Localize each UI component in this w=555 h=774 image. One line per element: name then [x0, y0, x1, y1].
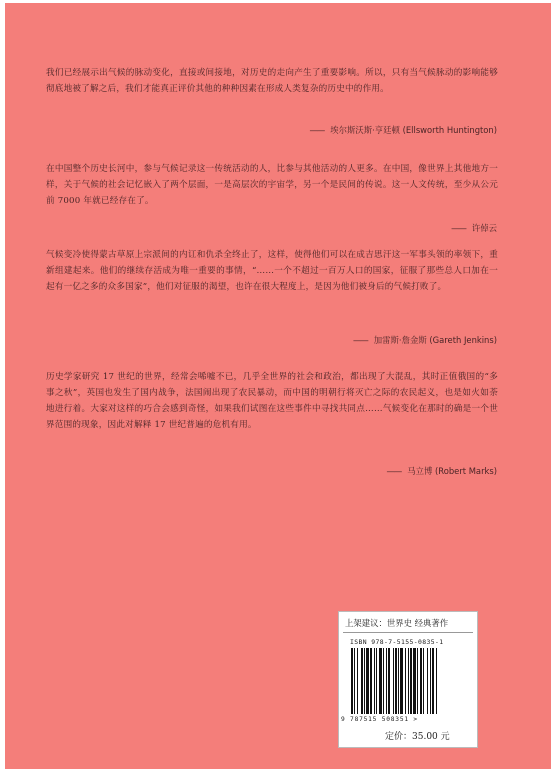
author-english-name: (Gareth Jenkins)	[429, 335, 497, 345]
author-name: 加雷斯·詹金斯	[373, 335, 427, 345]
quote-xu: 在中国整个历史长河中，参与气候记录这一传统活动的人，比参与其他活动的人更多。在中国，像世界上其他地方一样，关于气候的社会记忆嵌入了两个层面，一是高层次的宇宙学，另一个是民间的传说。这一人文传统，至少从公元前 7000 年就已经存在了。	[46, 164, 498, 206]
back-cover	[5, 3, 551, 769]
quote-jenkins: 气候变冷使得蒙古草原上宗派间的内讧和仇杀全终止了，这样，使得他们可以在成吉思汗这一军事头领的率领下，重新组建起来。他们的继续存活成为唯一重要的事情，“……一个不超过一百万人口的国家，征服了那些总人口加在一起有一亿之多的众多国家”，他们对征服的渴望，也许在很大程度上，是因为他们被身后的气候打败了。	[46, 250, 498, 292]
barcode-icon	[349, 648, 469, 716]
author-name: 马立博	[407, 466, 433, 476]
isbn-text: ISBN 978-7-5155-0835-1	[350, 638, 444, 646]
attribution-huntington: —— 埃尔斯沃斯·亨廷顿 (Ellsworth Huntington)	[309, 125, 497, 135]
barcode-digits: 9 787515 508351 >	[341, 716, 418, 723]
quote-huntington: 我们已经展示出气候的脉动变化，直接或间接地，对历史的走向产生了重要影响。所以，只有当气候脉动的影响能够彻底地被了解之后，我们才能真正评价其他的种种因素在形成人类复杂的历史中的作用。	[46, 68, 498, 94]
author-name: 许倬云	[471, 223, 497, 233]
author-english-name: (Robert Marks)	[435, 466, 497, 476]
author-name: 埃尔斯沃斯·亨廷顿	[330, 125, 400, 135]
label-divider	[343, 632, 473, 633]
shelving-category: 上架建议：世界史 经典著作	[345, 618, 449, 628]
author-english-name: (Ellsworth Huntington)	[402, 125, 497, 135]
quote-marks: 历史学家研究 17 世纪的世界，经常会唏嘘不已，几乎全世界的社会和政治，都出现了大混乱，其时正值俄国的“多事之秋”，英国也发生了国内战争，法国闹出现了农民暴动，而中国的明朝行将灭亡之际的农民起义，也是如火如荼地进行着。大家对这样的巧合会感到奇怪，如果我们试图在这些事件中寻找共同点……气候变化在那时的确是一个世界范围的现象，因此对解释 17 世纪普遍的危机有用。	[46, 372, 498, 430]
price-barcode-label	[338, 611, 478, 748]
attribution-xu: —— 许倬云	[451, 223, 497, 233]
attribution-marks: —— 马立博 (Robert Marks)	[386, 466, 497, 476]
attribution-jenkins: —— 加雷斯·詹金斯 (Gareth Jenkins)	[353, 335, 497, 345]
price: 定价：35.00 元	[385, 732, 450, 742]
